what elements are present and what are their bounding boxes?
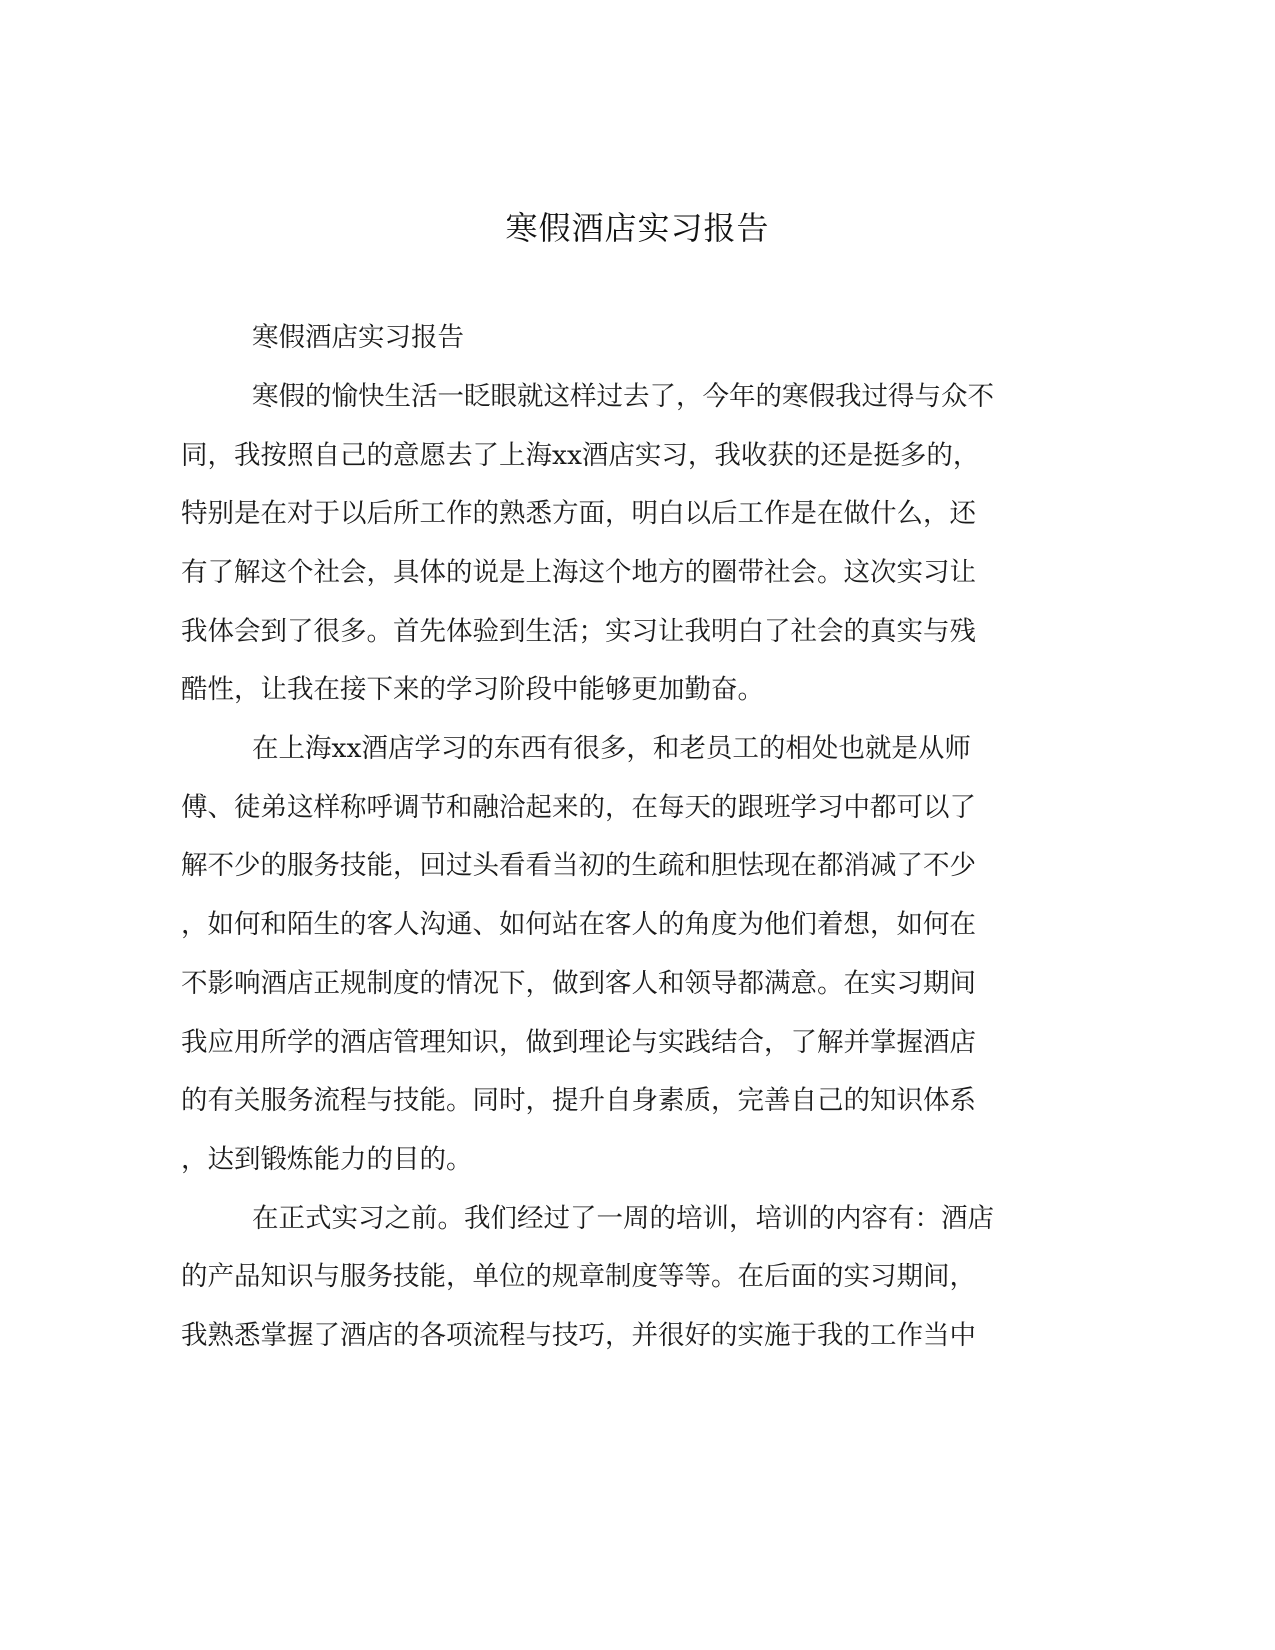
text-line: 的有关服务流程与技能。同时，提升自身素质，完善自己的知识体系: [181, 1085, 976, 1116]
text-line: 酷性，让我在接下来的学习阶段中能够更加勤奋。: [181, 674, 764, 705]
document-title: 寒假酒店实习报告: [505, 209, 770, 247]
text-line: 我体会到了很多。首先体验到生活；实习让我明白了社会的真实与残: [181, 616, 976, 647]
text-line: 在正式实习之前。我们经过了一周的培训，培训的内容有：酒店: [252, 1203, 994, 1234]
text-line: 寒假酒店实习报告: [252, 322, 464, 353]
text-line: ，达到锻炼能力的目的。: [181, 1144, 473, 1175]
text-line: 不影响酒店正规制度的情况下，做到客人和领导都满意。在实习期间: [181, 968, 976, 999]
text-line: 寒假的愉快生活一眨眼就这样过去了，今年的寒假我过得与众不: [252, 381, 994, 412]
text-line: 傅、徒弟这样称呼调节和融洽起来的，在每天的跟班学习中都可以了: [181, 792, 976, 823]
text-line: 解不少的服务技能，回过头看看当初的生疏和胆怯现在都消减了不少: [181, 850, 976, 881]
text-line: ，如何和陌生的客人沟通、如何站在客人的角度为他们着想，如何在: [181, 909, 976, 940]
text-line: 特别是在对于以后所工作的熟悉方面，明白以后工作是在做什么，还: [181, 498, 976, 529]
text-line: 的产品知识与服务技能，单位的规章制度等等。在后面的实习期间，: [181, 1261, 976, 1292]
text-line: 在上海xx酒店学习的东西有很多，和老员工的相处也就是从师: [252, 733, 971, 764]
text-line: 我应用所学的酒店管理知识，做到理论与实践结合，了解并掌握酒店: [181, 1027, 976, 1058]
text-line: 有了解这个社会，具体的说是上海这个地方的圈带社会。这次实习让: [181, 557, 976, 588]
text-line: 同，我按照自己的意愿去了上海xx酒店实习，我收获的还是挺多的，: [181, 440, 980, 471]
text-line: 我熟悉掌握了酒店的各项流程与技巧，并很好的实施于我的工作当中: [181, 1320, 976, 1351]
